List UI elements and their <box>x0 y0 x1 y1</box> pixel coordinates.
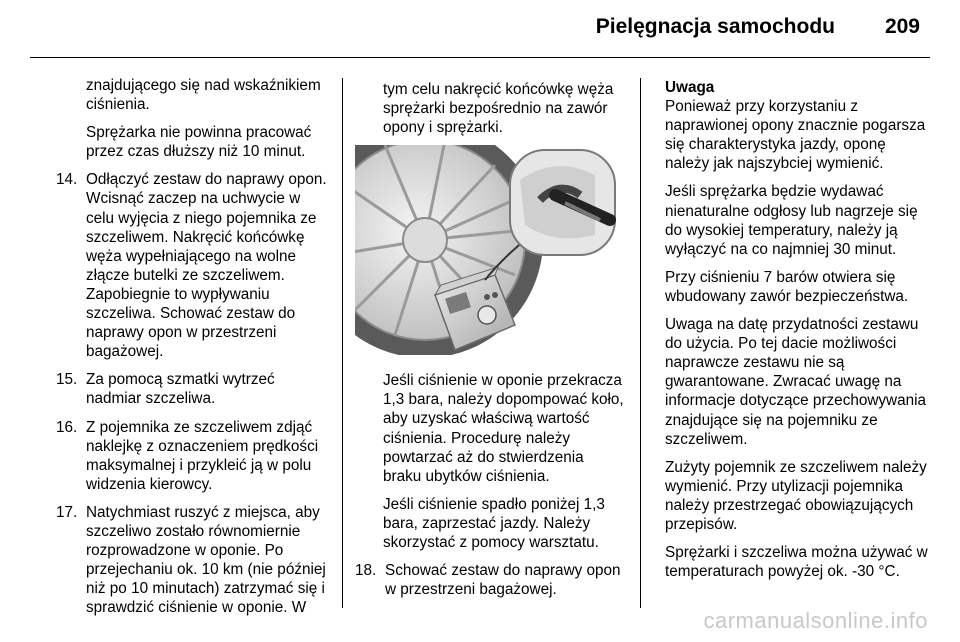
step-text: Za pomocą szmatki wytrzeć nadmiar szczeliwa. <box>86 371 275 408</box>
step-15 <box>56 370 328 408</box>
paragraph: Jeśli sprężarka będzie wydawać nienaturalne odgłosy lub nagrzeje się do wysokiej temperatury, należy ją wyłączyć na co najmniej 30 minut. <box>665 183 918 258</box>
paragraph: tym celu nakręcić końcówkę węża sprężarki bezpośrednio na zawór opony i sprężarki. <box>383 81 614 137</box>
step-number: 14. <box>56 171 78 189</box>
page-number: 209 <box>884 15 920 38</box>
column-1 <box>58 76 328 626</box>
header-rule <box>30 57 930 58</box>
paragraph: Jeśli ciśnienie spadło poniżej 1,3 bara, zaprzestać jazdy. Należy skorzystać z pomocy warsztatu. <box>383 495 605 552</box>
step-number: 16. <box>56 418 78 436</box>
tire-compressor-illustration <box>355 145 620 355</box>
step-18 <box>355 561 625 599</box>
step-text: Schować zestaw do naprawy opon w przestrzeni bagażowej. <box>385 562 621 599</box>
paragraph: Uwaga na datę przydatności zestawu do użycia. Po tej dacie możliwości naprawcze zestawu nie są gwarantowane. Zwracać uwagę na informacje dotyczące przechowywania znajdujące się na pojemniku ze szczeliwem. <box>665 316 927 448</box>
step-16 <box>56 418 328 494</box>
note-title: Uwaga <box>665 79 715 96</box>
column-3 <box>665 78 930 590</box>
paragraph: Ponieważ przy korzystaniu z naprawionej opony znacznie pogarsza się charakterystyka jazdy, oponę należy jak najszybciej wymienić. <box>665 98 926 173</box>
step-text: Natychmiast ruszyć z miejsca, aby szczeliwo zostało równomiernie rozprowadzone w oponie. Po przejechaniu ok. 10 km (nie później niż po 10 minutach) zatrzymać się i sprawdzić ciśnienie w oponie. W <box>86 503 326 617</box>
step-text: Odłączyć zestaw do naprawy opon. Wcisnąć zaczep na uchwycie w celu wyjęcia z niego pojemnika ze szczeliwem. Nakręcić końcówkę węża wypełniającego na wolne złącze butelki ze szczeliwem. Zapobiegnie to wypływaniu szczeliwa. Schować zestaw do naprawy opon w przestrzeni bagażowej. <box>86 171 327 361</box>
step-number: 18. <box>355 562 377 580</box>
paragraph: Zużyty pojemnik ze szczeliwem należy wymienić. Przy utylizacji pojemnika należy przestrzegać obowiązujących przepisów. <box>665 458 927 533</box>
step-14 <box>56 170 328 361</box>
column-divider <box>342 78 343 608</box>
column-divider <box>640 78 641 608</box>
column-2 <box>355 80 625 608</box>
paragraph: Jeśli ciśnienie w oponie przekracza 1,3 bara, należy dopompować koło, aby uzyskać właściwą wartość ciśnienia. Procedurę należy powtarzać aż do stwierdzenia braku ubytków ciśnienia. <box>383 372 624 485</box>
wheel-hub <box>403 218 447 262</box>
step-number: 15. <box>56 371 78 389</box>
step-text: Z pojemnika ze szczeliwem zdjąć naklejkę z oznaczeniem prędkości maksymalnej i przykleić ją w polu widzenia kierowcy. <box>86 418 319 493</box>
paragraph: Przy ciśnieniu 7 barów otwiera się wbudowany zawór bezpieczeństwa. <box>665 268 909 305</box>
watermark: carmanualsonline.info <box>703 608 928 633</box>
header-title: Pielęgnacja samochodu <box>595 15 835 38</box>
valve-detail-inset <box>510 150 615 255</box>
step-number: 17. <box>56 503 78 521</box>
paragraph: Sprężarka nie powinna pracować przez czas dłuższy niż 10 minut. <box>86 124 312 161</box>
step-17 <box>56 503 328 618</box>
paragraph: znajdującego się nad wskaźnikiem ciśnienia. <box>86 77 321 114</box>
illustration-svg <box>355 145 620 355</box>
paragraph: Sprężarki i szczeliwa można używać w temperaturach powyżej ok. -30 °C. <box>665 544 928 581</box>
